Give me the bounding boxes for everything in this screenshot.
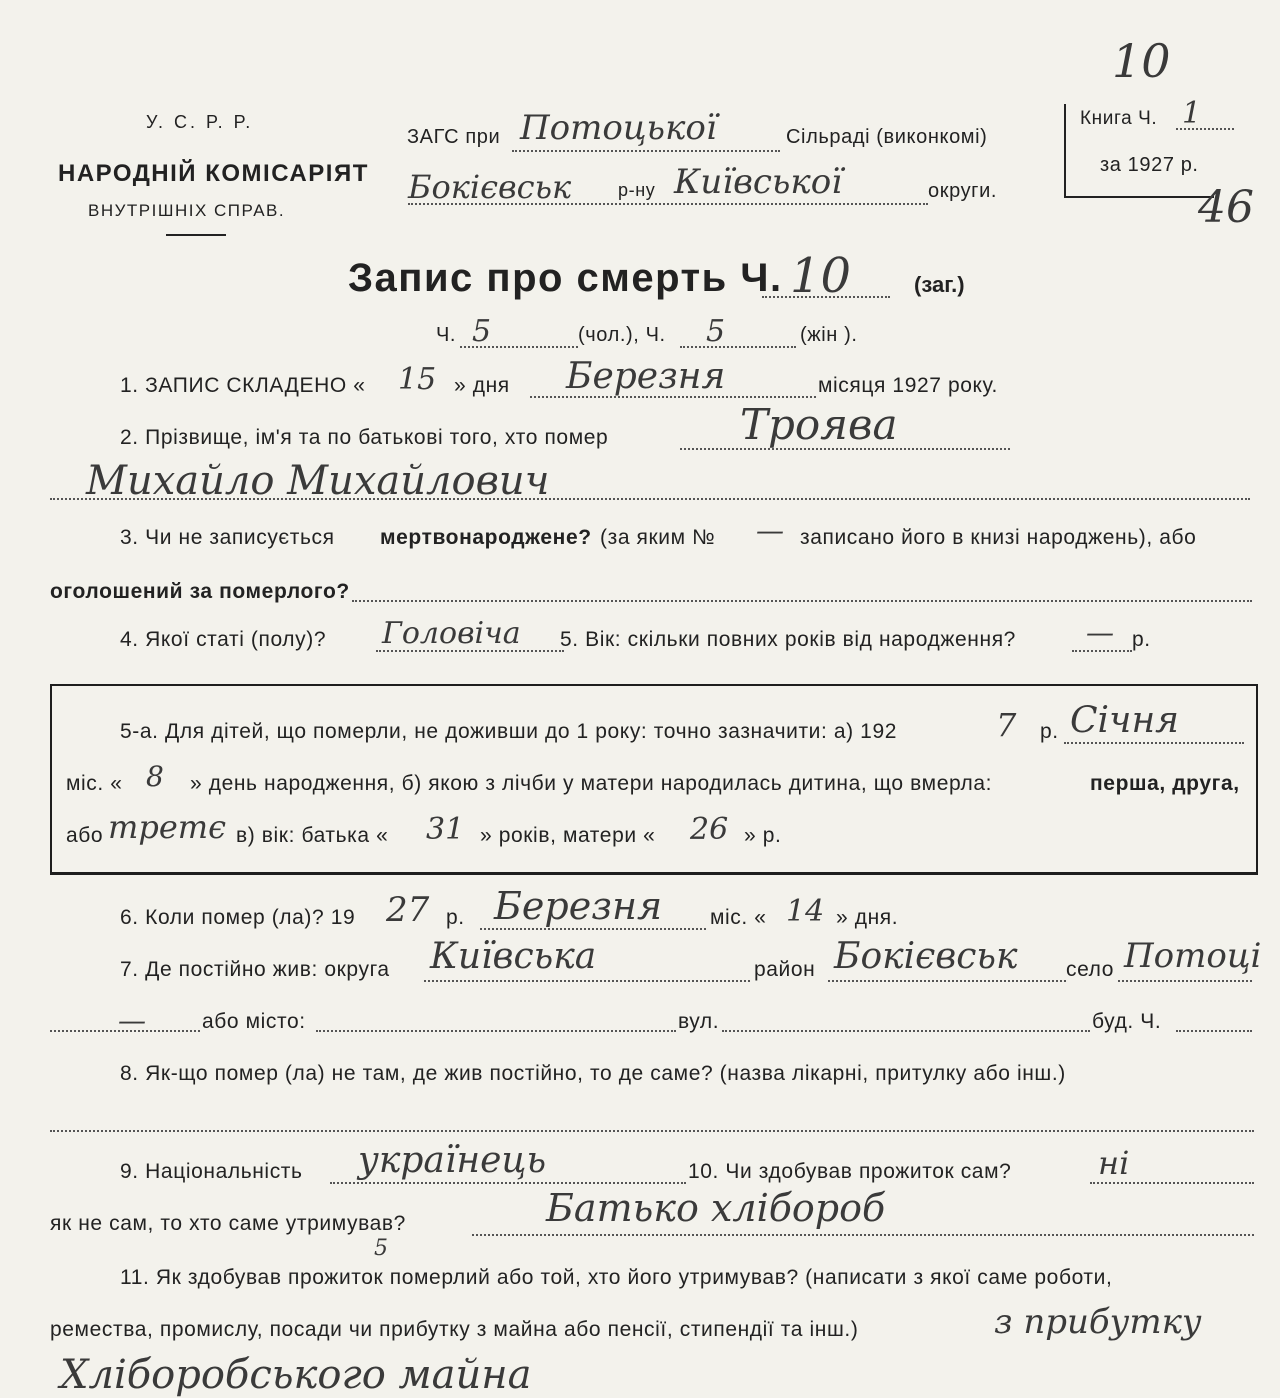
q8-text: 8. Як-що помер (ла) не там, де жив постійно, то де саме? (назва лікарні, притулку або інш.) xyxy=(120,1062,1066,1085)
q9-nationality-handwritten: українець xyxy=(358,1140,547,1181)
okruga-dotline xyxy=(408,203,928,205)
book-box-left-border xyxy=(1064,104,1066,198)
q4-sex-handwritten: Головіча xyxy=(382,616,521,651)
q5a-l2a: міс. « xyxy=(66,772,123,795)
q3-bold-declared-dead: оголошений за померлого? xyxy=(50,580,350,603)
q4-sex-dotline xyxy=(376,650,564,652)
header-divider xyxy=(166,234,226,236)
q9-line2: як не сам, то хто саме утримував? xyxy=(50,1212,406,1235)
q7-selo-label: село xyxy=(1066,958,1115,981)
okruga-label: округи. xyxy=(928,180,997,202)
q6-month-handwritten: Березня xyxy=(494,884,663,928)
q5a-l3b: в) вік: батька « xyxy=(236,824,389,847)
q7-okruga-handwritten: Київська xyxy=(430,936,597,977)
book-number-handwritten: 1 xyxy=(1182,96,1202,131)
q7-house-label: буд. Ч. xyxy=(1092,1010,1162,1033)
q11-answer-a-handwritten: з прибутку xyxy=(994,1302,1202,1342)
q10-text: 10. Чи здобував прожиток сам? xyxy=(688,1160,1012,1183)
q8-dotline xyxy=(50,1130,1254,1132)
q2-surname-handwritten: Троява xyxy=(740,400,898,449)
q3-text-b: (за яким № xyxy=(600,526,716,549)
q6-tail: » дня. xyxy=(836,906,899,929)
q7-okruga-dotline xyxy=(424,980,750,982)
q5a-mother-age-handwritten: 26 xyxy=(690,812,729,847)
q3-text-a: 3. Чи не записується xyxy=(120,526,335,549)
q9-supporter-handwritten: Батько хлібороб xyxy=(546,1186,886,1230)
q3-text-c: записано його в книзі народжень), або xyxy=(800,526,1197,549)
male-label: (чол.), Ч. xyxy=(578,324,666,346)
q5a-line1: 5-а. Для дітей, що померли, не доживши до 1 року: точно зазначити: а) 192 xyxy=(120,720,898,743)
q5a-month-dotline xyxy=(1064,742,1244,744)
q3-number-handwritten: — xyxy=(756,514,784,547)
q1-text: 1. ЗАПИС СКЛАДЕНО « xyxy=(120,374,366,397)
q2-names-handwritten: Михайло Михайлович xyxy=(86,458,550,504)
q5-age-unit: р. xyxy=(1132,628,1151,651)
q5a-month-handwritten: Січня xyxy=(1070,700,1180,741)
q7-city-dotline xyxy=(316,1030,676,1032)
q1-day-handwritten: 15 xyxy=(398,362,437,397)
q1-day-label: » дня xyxy=(454,374,510,397)
q9-nationality-dotline xyxy=(330,1182,686,1184)
republic-label: У. С. Р. Р. xyxy=(146,112,254,132)
q5-age-dotline xyxy=(1072,650,1132,652)
q2-names-dotline xyxy=(50,498,1250,500)
q7-street-dotline xyxy=(722,1030,1090,1032)
page-number: 46 xyxy=(1198,182,1254,233)
q5a-father-age-handwritten: 31 xyxy=(426,812,465,847)
book-number-dotline xyxy=(1176,128,1234,130)
sub-prefix: Ч. xyxy=(436,324,457,346)
q5a-year-digit-handwritten: 7 xyxy=(996,706,1017,744)
q7-text: 7. Де постійно жив: округа xyxy=(120,958,390,981)
q6-month-dotline xyxy=(480,928,706,930)
q5-text: 5. Вік: скільки повних років від народження? xyxy=(560,628,1016,651)
q6-r: р. xyxy=(446,906,465,929)
q1-month-handwritten: Березня xyxy=(566,356,726,397)
raion-label: р-ну xyxy=(618,180,656,200)
q7-raion-dotline xyxy=(828,980,1066,982)
zags-prefix: ЗАГС при xyxy=(407,126,501,148)
q6-mis: міс. « xyxy=(710,906,767,929)
book-year: за 1927 р. xyxy=(1100,154,1199,176)
q11-answer-b-handwritten: Хліборобського майна xyxy=(60,1352,532,1398)
q4-text: 4. Якої статі (полу)? xyxy=(120,628,327,651)
male-count-dotline xyxy=(460,346,578,348)
okruga-handwritten: Київської xyxy=(674,162,843,202)
village-dotline xyxy=(512,150,780,152)
q2-surname-dotline xyxy=(680,448,1010,450)
q7-raion-handwritten: Бокієвськ xyxy=(834,936,1018,977)
record-title: Запис про смерть Ч. xyxy=(348,256,783,300)
q3-dotline xyxy=(352,600,1252,602)
q6-text: 6. Коли помер (ла)? 19 xyxy=(120,906,356,929)
q7-street-label: вул. xyxy=(678,1010,720,1033)
q11-margin-note-handwritten: 5 xyxy=(374,1236,388,1261)
zags-suffix: Сільраді (виконкомі) xyxy=(786,126,988,148)
q7-selo-dotline xyxy=(1118,980,1252,982)
female-label: (жін ). xyxy=(800,324,858,346)
record-number-dotline xyxy=(762,296,890,298)
female-count-dotline xyxy=(680,346,796,348)
q5a-r: р. xyxy=(1040,720,1059,743)
q1-tail: місяця 1927 року. xyxy=(818,374,998,397)
record-number-handwritten: 10 xyxy=(790,248,852,304)
q5a-order-handwritten: третє xyxy=(108,808,227,846)
q9-text: 9. Національність xyxy=(120,1160,303,1183)
q6-year-digit-handwritten: 27 xyxy=(386,890,430,930)
female-count-handwritten: 5 xyxy=(706,314,726,349)
q7-line2-dotline-a xyxy=(50,1030,200,1032)
q5a-day-handwritten: 8 xyxy=(146,760,164,793)
q5a-l3d: » р. xyxy=(744,824,782,847)
book-box-bottom-border xyxy=(1064,196,1214,198)
q5-age-handwritten: — xyxy=(1086,616,1114,649)
commissariat-label: НАРОДНІЙ КОМІСАРІЯТ xyxy=(58,160,369,187)
q9-supporter-dotline xyxy=(472,1234,1254,1236)
q11-line2: ремества, промислу, посади чи прибутку з майна або пенсії, стипендії та інш.) xyxy=(50,1318,859,1341)
q1-month-dotline xyxy=(530,396,816,398)
male-count-handwritten: 5 xyxy=(472,314,492,349)
q10-answer-dotline xyxy=(1090,1182,1254,1184)
q10-answer-handwritten: ні xyxy=(1098,1144,1130,1182)
q7-house-dotline xyxy=(1176,1030,1252,1032)
ministry-label: ВНУТРІШНІХ СПРАВ. xyxy=(88,201,286,220)
q5a-l3a: або xyxy=(66,824,104,847)
q7-city-dash-handwritten: — xyxy=(118,1004,146,1037)
raion-handwritten: Бокієвськ xyxy=(408,168,572,206)
q5a-bold-order: перша, друга, xyxy=(1090,772,1240,795)
q5a-l3c: » років, матери « xyxy=(480,824,656,847)
corner-number: 10 xyxy=(1112,34,1171,88)
record-title-suffix: (заг.) xyxy=(914,272,965,297)
q6-day-handwritten: 14 xyxy=(786,894,825,929)
village-handwritten: Потоцької xyxy=(520,108,717,148)
q11-line1: 11. Як здобував прожиток померлий або той, хто його утримував? (написати з якої саме роботи, xyxy=(120,1266,1113,1289)
q7-raion-label: район xyxy=(754,958,816,981)
q5a-l2b: » день народження, б) якою з лічби у матери народилась дитина, що вмерла: xyxy=(190,772,993,795)
book-label: Книга Ч. xyxy=(1080,108,1158,129)
q7-city-label: або місто: xyxy=(202,1010,306,1033)
q3-bold-stillborn: мертвонароджене? xyxy=(380,526,592,549)
q2-text: 2. Прізвище, ім'я та по батькові того, хто помер xyxy=(120,426,609,449)
q7-selo-handwritten: Потоці xyxy=(1124,936,1262,976)
